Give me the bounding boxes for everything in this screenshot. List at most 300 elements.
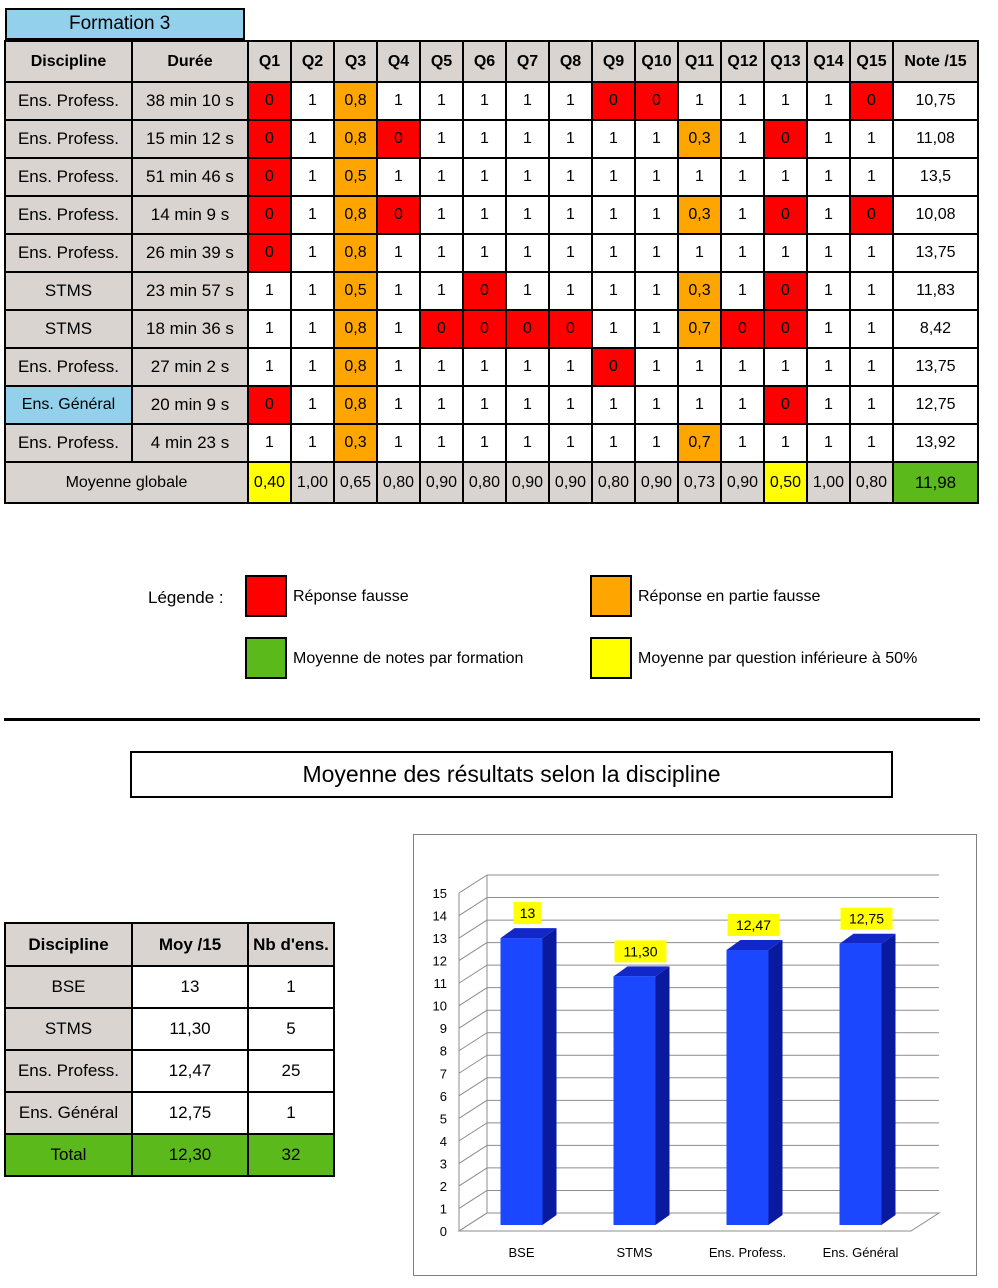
table-row: [5, 272, 978, 310]
score-cell: 1: [420, 120, 463, 158]
results-table: [4, 40, 979, 504]
discipline-cell: Ens. Général: [5, 386, 132, 424]
data-label: 12,47: [735, 917, 772, 934]
score-cell: 1: [635, 310, 678, 348]
score-cell: 1: [506, 82, 549, 120]
section-title: Moyenne des résultats selon la discipline: [130, 751, 893, 798]
legend-swatch-yellow: [590, 637, 632, 679]
note-cell: 13,75: [893, 234, 978, 272]
duree-cell: 26 min 39 s: [132, 234, 248, 272]
y-tick-label: 4: [439, 1133, 447, 1149]
score-cell: 1: [721, 386, 764, 424]
score-cell: 0: [850, 82, 893, 120]
score-cell: 1: [248, 424, 291, 462]
duree-cell: 38 min 10 s: [132, 82, 248, 120]
score-cell: 1: [764, 82, 807, 120]
average-cell: 1,00: [291, 462, 334, 503]
score-cell: 1: [248, 310, 291, 348]
score-cell: 1: [592, 120, 635, 158]
score-cell: 0: [463, 272, 506, 310]
note-cell: 8,42: [893, 310, 978, 348]
grid-diagonal: [459, 1190, 487, 1208]
score-cell: 1: [377, 386, 420, 424]
score-cell: 1: [291, 196, 334, 234]
summary-nb: 1: [248, 1092, 334, 1134]
score-cell: 1: [420, 158, 463, 196]
legend-title: Légende :: [148, 588, 224, 607]
score-cell: 1: [678, 386, 721, 424]
summary-discipline: BSE: [5, 966, 132, 1008]
score-cell: 0: [248, 158, 291, 196]
score-cell: 1: [592, 272, 635, 310]
score-cell: 1: [807, 82, 850, 120]
data-label: 13: [519, 905, 536, 922]
header-q9: Q9: [592, 41, 635, 82]
bar-side: [769, 940, 783, 1225]
table-row: [5, 310, 978, 348]
score-cell: 1: [635, 234, 678, 272]
header-q1: Q1: [248, 41, 291, 82]
average-cell: 0,80: [377, 462, 420, 503]
note-cell: 11,08: [893, 120, 978, 158]
summary-nb: 1: [248, 966, 334, 1008]
discipline-cell: STMS: [5, 310, 132, 348]
score-cell: 0: [377, 196, 420, 234]
score-cell: 1: [549, 272, 592, 310]
score-cell: 1: [850, 424, 893, 462]
discipline-cell: Ens. Profess.: [5, 120, 132, 158]
bar: [840, 944, 882, 1225]
duree-cell: 20 min 9 s: [132, 386, 248, 424]
summary-row: [5, 1050, 334, 1092]
score-cell: 1: [549, 348, 592, 386]
header-discipline: Discipline: [5, 41, 132, 82]
summary-moy: 13: [132, 966, 248, 1008]
table-row: [5, 158, 978, 196]
score-cell: 1: [463, 120, 506, 158]
note-cell: 10,75: [893, 82, 978, 120]
score-cell: 0,8: [334, 310, 377, 348]
score-cell: 1: [420, 348, 463, 386]
score-cell: 1: [506, 272, 549, 310]
score-cell: 0: [248, 82, 291, 120]
summary-total-label: Total: [5, 1134, 132, 1176]
table-row: [5, 386, 978, 424]
score-cell: 1: [420, 272, 463, 310]
summary-discipline: Ens. Général: [5, 1092, 132, 1134]
score-cell: 1: [506, 348, 549, 386]
score-cell: 1: [721, 82, 764, 120]
y-tick-label: 14: [432, 908, 447, 924]
score-cell: 1: [721, 120, 764, 158]
average-cell: 0,90: [549, 462, 592, 503]
score-cell: 1: [807, 158, 850, 196]
average-cell: 0,50: [764, 462, 807, 503]
note-cell: 13,75: [893, 348, 978, 386]
score-cell: 0: [764, 386, 807, 424]
summary-discipline: STMS: [5, 1008, 132, 1050]
summary-header: Nb d'ens.: [248, 923, 334, 966]
score-cell: 1: [549, 386, 592, 424]
score-cell: 1: [807, 272, 850, 310]
y-tick-label: 12: [432, 953, 447, 969]
bar-side: [543, 928, 557, 1225]
header-q15: Q15: [850, 41, 893, 82]
summary-moy: 11,30: [132, 1008, 248, 1050]
score-cell: 1: [592, 424, 635, 462]
score-cell: 1: [549, 82, 592, 120]
average-cell: 0,90: [635, 462, 678, 503]
score-cell: 1: [721, 424, 764, 462]
score-cell: 1: [721, 196, 764, 234]
score-cell: 1: [463, 158, 506, 196]
score-cell: 1: [377, 424, 420, 462]
score-cell: 1: [291, 120, 334, 158]
score-cell: 1: [635, 424, 678, 462]
score-cell: 0: [721, 310, 764, 348]
summary-nb: 25: [248, 1050, 334, 1092]
y-tick-label: 2: [439, 1178, 447, 1194]
score-cell: 1: [463, 386, 506, 424]
score-cell: 1: [248, 272, 291, 310]
discipline-cell: Ens. Profess.: [5, 82, 132, 120]
duree-cell: 4 min 23 s: [132, 424, 248, 462]
score-cell: 1: [764, 348, 807, 386]
score-cell: 1: [850, 234, 893, 272]
grid-diagonal: [459, 1055, 487, 1073]
header-q8: Q8: [549, 41, 592, 82]
score-cell: 0: [248, 234, 291, 272]
bar: [727, 950, 769, 1225]
header-q4: Q4: [377, 41, 420, 82]
score-cell: 1: [850, 386, 893, 424]
score-cell: 0,8: [334, 120, 377, 158]
score-cell: 1: [592, 158, 635, 196]
score-cell: 1: [678, 158, 721, 196]
score-cell: 1: [721, 234, 764, 272]
score-cell: 0,3: [678, 196, 721, 234]
summary-row: [5, 1092, 334, 1134]
legend-label-average: Moyenne de notes par formation: [293, 650, 524, 667]
score-cell: 1: [377, 234, 420, 272]
grid-diagonal: [459, 1078, 487, 1096]
score-cell: 1: [807, 348, 850, 386]
score-cell: 0: [463, 310, 506, 348]
score-cell: 1: [678, 82, 721, 120]
score-cell: 1: [291, 234, 334, 272]
average-cell: 0,90: [506, 462, 549, 503]
score-cell: 0: [248, 386, 291, 424]
score-cell: 1: [377, 348, 420, 386]
score-cell: 1: [463, 196, 506, 234]
score-cell: 1: [721, 158, 764, 196]
score-cell: 0: [850, 196, 893, 234]
score-cell: 1: [721, 348, 764, 386]
score-cell: 1: [592, 310, 635, 348]
score-cell: 1: [807, 120, 850, 158]
score-cell: 1: [635, 386, 678, 424]
score-cell: 1: [678, 348, 721, 386]
score-cell: 1: [506, 386, 549, 424]
score-cell: 1: [635, 348, 678, 386]
formation-title: Formation 3: [5, 8, 245, 40]
score-cell: 1: [592, 234, 635, 272]
score-cell: 0,7: [678, 310, 721, 348]
grid-diagonal: [459, 1123, 487, 1141]
average-cell: 0,65: [334, 462, 377, 503]
score-cell: 1: [592, 196, 635, 234]
grid-diagonal: [459, 920, 487, 938]
summary-header: Moy /15: [132, 923, 248, 966]
summary-table: [4, 922, 335, 1177]
section-divider: [4, 718, 980, 721]
score-cell: 0: [635, 82, 678, 120]
header-note: Note /15: [893, 41, 978, 82]
y-tick-label: 8: [439, 1043, 447, 1059]
duree-cell: 51 min 46 s: [132, 158, 248, 196]
header-q3: Q3: [334, 41, 377, 82]
score-cell: 1: [549, 196, 592, 234]
grid-diagonal: [459, 1168, 487, 1186]
grid-diagonal: [459, 1033, 487, 1051]
header-q10: Q10: [635, 41, 678, 82]
header-q7: Q7: [506, 41, 549, 82]
score-cell: 0: [592, 348, 635, 386]
legend-label-wrong: Réponse fausse: [293, 588, 409, 605]
score-cell: 1: [291, 386, 334, 424]
table-row: [5, 196, 978, 234]
summary-row: [5, 1008, 334, 1050]
score-cell: 1: [506, 424, 549, 462]
duree-cell: 27 min 2 s: [132, 348, 248, 386]
duree-cell: 23 min 57 s: [132, 272, 248, 310]
score-cell: 1: [420, 196, 463, 234]
y-tick-label: 10: [432, 998, 447, 1014]
score-cell: 1: [764, 158, 807, 196]
data-label: 11,30: [623, 943, 658, 960]
score-cell: 0: [764, 310, 807, 348]
score-cell: 1: [248, 348, 291, 386]
average-cell: 0,80: [463, 462, 506, 503]
summary-moy: 12,47: [132, 1050, 248, 1092]
score-cell: 1: [506, 196, 549, 234]
legend-swatch-red: [245, 575, 287, 617]
bar-side: [882, 934, 896, 1225]
average-cell: 0,90: [721, 462, 764, 503]
note-cell: 12,75: [893, 386, 978, 424]
summary-discipline: Ens. Profess.: [5, 1050, 132, 1092]
note-cell: 11,83: [893, 272, 978, 310]
score-cell: 1: [549, 424, 592, 462]
score-cell: 1: [807, 310, 850, 348]
y-tick-label: 15: [432, 886, 447, 901]
grid-diagonal: [459, 1100, 487, 1118]
score-cell: 1: [635, 120, 678, 158]
score-cell: 1: [764, 424, 807, 462]
table-row: [5, 82, 978, 120]
note-cell: 13,92: [893, 424, 978, 462]
score-cell: 1: [420, 82, 463, 120]
table-row: [5, 120, 978, 158]
score-cell: 1: [377, 310, 420, 348]
score-cell: 1: [420, 386, 463, 424]
score-cell: 1: [764, 234, 807, 272]
header-q13: Q13: [764, 41, 807, 82]
header-q12: Q12: [721, 41, 764, 82]
legend-label-partial: Réponse en partie fausse: [638, 588, 821, 605]
discipline-cell: Ens. Profess.: [5, 158, 132, 196]
score-cell: 0: [248, 196, 291, 234]
score-cell: 1: [377, 272, 420, 310]
summary-moy: 12,75: [132, 1092, 248, 1134]
header-duree: Durée: [132, 41, 248, 82]
score-cell: 1: [807, 424, 850, 462]
header-q6: Q6: [463, 41, 506, 82]
score-cell: 0: [506, 310, 549, 348]
legend-label-below-50: Moyenne par question inférieure à 50%: [638, 650, 918, 667]
score-cell: 0: [420, 310, 463, 348]
grid-diagonal: [459, 943, 487, 961]
score-cell: 0: [764, 272, 807, 310]
score-cell: 0: [377, 120, 420, 158]
discipline-cell: Ens. Profess.: [5, 196, 132, 234]
average-cell: 0,90: [420, 462, 463, 503]
score-cell: 1: [721, 272, 764, 310]
score-cell: 0: [764, 120, 807, 158]
summary-total-moy: 12,30: [132, 1134, 248, 1176]
y-tick-label: 6: [439, 1088, 447, 1104]
score-cell: 1: [850, 348, 893, 386]
score-cell: 0,5: [334, 158, 377, 196]
summary-nb: 5: [248, 1008, 334, 1050]
score-cell: 0,8: [334, 82, 377, 120]
average-label: Moyenne globale: [5, 462, 248, 503]
score-cell: 1: [807, 196, 850, 234]
header-q2: Q2: [291, 41, 334, 82]
grid-diagonal: [459, 875, 487, 893]
average-note: 11,98: [893, 462, 978, 503]
summary-total-nb: 32: [248, 1134, 334, 1176]
score-cell: 0: [248, 120, 291, 158]
average-cell: 0,80: [850, 462, 893, 503]
average-cell: 0,73: [678, 462, 721, 503]
duree-cell: 18 min 36 s: [132, 310, 248, 348]
score-cell: 1: [377, 158, 420, 196]
score-cell: 1: [678, 234, 721, 272]
header-q14: Q14: [807, 41, 850, 82]
summary-header: Discipline: [5, 923, 132, 966]
score-cell: 1: [635, 196, 678, 234]
note-cell: 10,08: [893, 196, 978, 234]
score-cell: 0,3: [678, 272, 721, 310]
score-cell: 1: [463, 348, 506, 386]
score-cell: 0,8: [334, 196, 377, 234]
score-cell: 1: [463, 82, 506, 120]
score-cell: 1: [850, 310, 893, 348]
score-cell: 1: [635, 272, 678, 310]
header-q11: Q11: [678, 41, 721, 82]
bar-side: [656, 966, 670, 1225]
legend-swatch-orange: [590, 575, 632, 617]
x-tick-label: BSE: [508, 1245, 535, 1260]
summary-row: [5, 966, 334, 1008]
score-cell: 1: [506, 120, 549, 158]
score-cell: 1: [592, 386, 635, 424]
score-cell: 0,3: [678, 120, 721, 158]
table-row: [5, 348, 978, 386]
score-cell: 1: [549, 234, 592, 272]
score-cell: 1: [291, 272, 334, 310]
score-cell: 0: [764, 196, 807, 234]
grid-diagonal: [459, 1145, 487, 1163]
average-cell: 1,00: [807, 462, 850, 503]
legend-swatch-green: [245, 637, 287, 679]
score-cell: 1: [850, 158, 893, 196]
table-row: [5, 424, 978, 462]
average-cell: 0,40: [248, 462, 291, 503]
score-cell: 1: [420, 424, 463, 462]
score-cell: 1: [291, 348, 334, 386]
score-cell: 1: [807, 234, 850, 272]
duree-cell: 14 min 9 s: [132, 196, 248, 234]
score-cell: 1: [506, 234, 549, 272]
discipline-cell: Ens. Profess.: [5, 234, 132, 272]
y-tick-label: 5: [439, 1111, 447, 1127]
score-cell: 0: [592, 82, 635, 120]
score-cell: 0: [549, 310, 592, 348]
score-cell: 0,7: [678, 424, 721, 462]
average-cell: 0,80: [592, 462, 635, 503]
score-cell: 0,3: [334, 424, 377, 462]
score-cell: 1: [377, 82, 420, 120]
score-cell: 1: [506, 158, 549, 196]
bar-chart-frame: [413, 834, 977, 1276]
score-cell: 1: [291, 82, 334, 120]
y-tick-label: 9: [439, 1021, 447, 1037]
y-tick-label: 3: [439, 1156, 447, 1172]
y-tick-label: 7: [439, 1066, 447, 1082]
grid-diagonal: [459, 988, 487, 1006]
score-cell: 0,5: [334, 272, 377, 310]
y-tick-label: 11: [433, 976, 447, 992]
duree-cell: 15 min 12 s: [132, 120, 248, 158]
table-row: [5, 234, 978, 272]
bar-chart: [414, 835, 976, 1275]
bar: [614, 976, 656, 1225]
score-cell: 1: [850, 120, 893, 158]
bar: [501, 938, 543, 1225]
score-cell: 1: [850, 272, 893, 310]
note-cell: 13,5: [893, 158, 978, 196]
x-tick-label: Ens. Profess.: [708, 1245, 787, 1260]
discipline-cell: Ens. Profess.: [5, 348, 132, 386]
score-cell: 0,8: [334, 234, 377, 272]
score-cell: 0,8: [334, 348, 377, 386]
score-cell: 0,8: [334, 386, 377, 424]
score-cell: 1: [635, 158, 678, 196]
score-cell: 1: [549, 158, 592, 196]
grid-diagonal: [459, 898, 487, 916]
discipline-cell: Ens. Profess.: [5, 424, 132, 462]
score-cell: 1: [549, 120, 592, 158]
x-tick-label: Ens. Général: [822, 1245, 899, 1260]
y-tick-label: 1: [439, 1201, 447, 1217]
header-q5: Q5: [420, 41, 463, 82]
score-cell: 1: [807, 386, 850, 424]
x-tick-label: STMS: [616, 1245, 653, 1260]
score-cell: 1: [463, 234, 506, 272]
score-cell: 1: [291, 158, 334, 196]
